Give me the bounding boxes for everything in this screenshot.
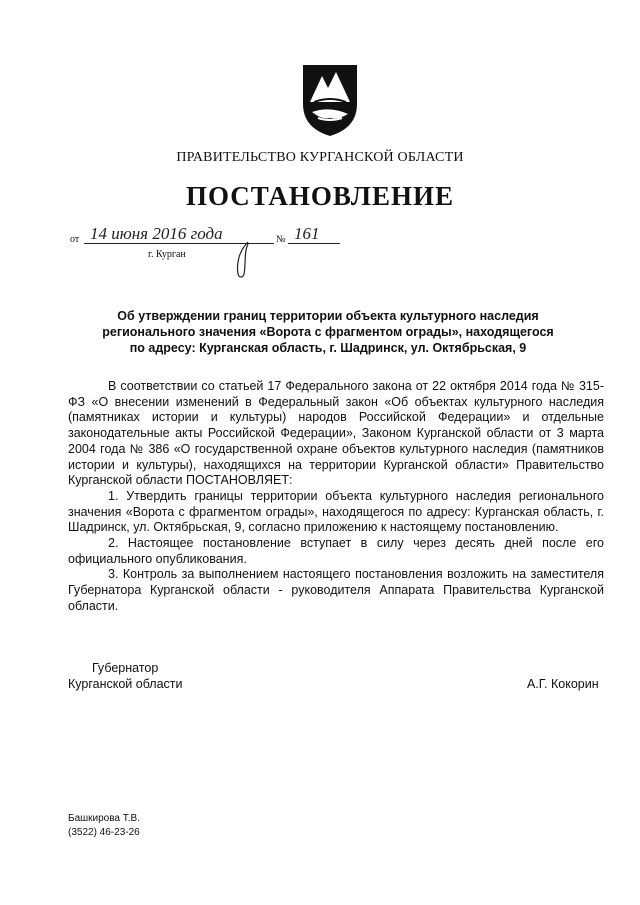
date-number-row (70, 224, 370, 250)
document-type-title: ПОСТАНОВЛЕНИЕ (185, 181, 455, 211)
body-paragraph: 2. Настоящее постановление вступает в силу через десять дней после его официального опубликования. (68, 536, 604, 566)
signatory-name: А.Г. Кокорин (527, 677, 599, 691)
signatory-title-line: Губернатор (92, 661, 159, 675)
executor-info (68, 812, 140, 840)
date-prefix: от (70, 234, 80, 245)
body-paragraph: 3. Контроль за выполнением настоящего постановления возложить на заместителя Губернатора Курганской области - руководителя Аппарата Правительства Курганской области. (68, 567, 604, 613)
body-paragraph: 1. Утвердить границы территории объекта культурного наследия регионального значения «Ворота с фрагментом ограды», находящегося по адресу: Курганская область, г. Шадринск, ул. Октябрьская, 9, согласно приложению к настоящему постановлению. (68, 488, 604, 535)
coat-of-arms-emblem (300, 62, 360, 138)
handwritten-number: 161 (294, 224, 320, 243)
city-label: г. Курган (148, 249, 186, 260)
subject-line: регионального значения «Ворота с фрагментом ограды», находящегося (102, 325, 554, 339)
subject-line: по адресу: Курганская область, г. Шадринск, ул. Октябрьская, 9 (129, 341, 527, 355)
document-body (68, 379, 604, 615)
executor-name: Башкирова Т.В. (68, 813, 140, 824)
subject-heading (60, 308, 596, 356)
government-name: ПРАВИТЕЛЬСТВО КУРГАНСКОЙ ОБЛАСТИ (176, 150, 464, 165)
handwritten-date: 14 июня 2016 года (90, 224, 223, 243)
signatory-title (68, 660, 183, 692)
subject-line: Об утверждении границ территории объекта культурного наследия (117, 309, 539, 323)
executor-phone: (3522) 46-23-26 (68, 827, 140, 838)
handwritten-signature-mark (226, 240, 256, 280)
signatory-title-line: Курганской области (68, 677, 183, 691)
number-prefix: № (276, 234, 286, 245)
body-paragraph: В соответствии со статьей 17 Федерального закона от 22 октября 2014 года № 315-ФЗ «О внесении изменений в Федеральный закон «Об объектах культурного наследия (памятниках истории и культуры) народов Российской Федерации» и отдельные законодательные акты Российской Федерации», Законом Курганской области от 3 марта 2004 года № 386 «О государственной охране объектов культурного наследия (памятников истории и культуры), находящихся на территории Курганской области» Правительство Курганской области ПОСТАНОВЛЯЕТ: (68, 379, 604, 488)
